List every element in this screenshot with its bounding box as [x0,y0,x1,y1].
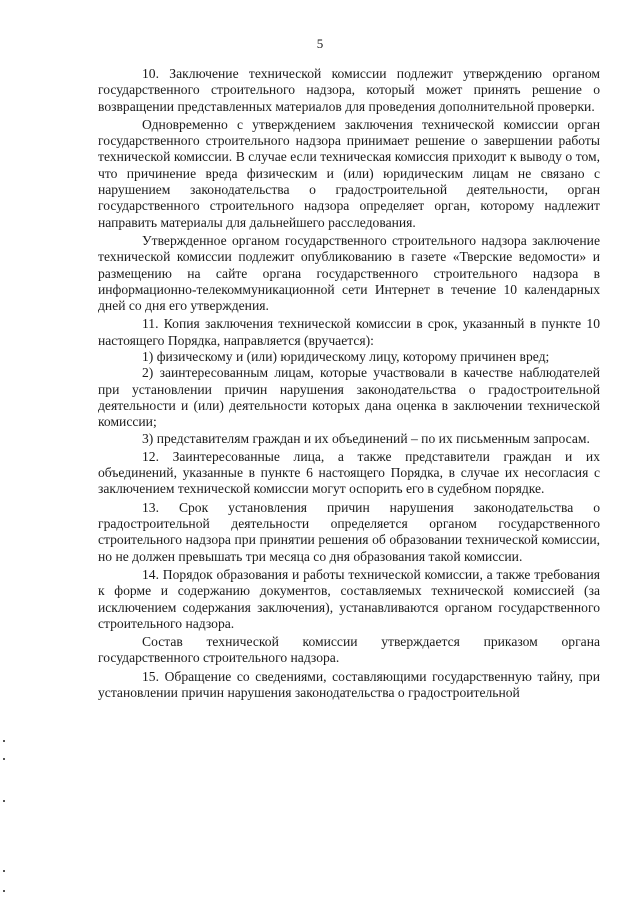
paragraph-15: 15. Обращение со сведениями, составляющими государственную тайну, при установлении причин нарушения законодательства о градостроительной [98,668,600,700]
paragraph-13: 13. Срок установления причин нарушения законодательства о градостроительной деятельности определяется органом государственного строительного надзора при принятии решения об образовании технической комиссии, но не должен превышать три месяца со дня образования такой комиссии. [98,499,600,564]
paragraph-publication: Утвержденное органом государственного строительного надзора заключение технической комиссии подлежит опубликованию в газете «Тверские ведомости» и размещению на сайте органа государственного строительного надзора в информационно-телекоммуникационной сети Интернет в течение 10 календарных дней со дня его утверждения. [98,232,600,314]
list-item-2: 2) заинтересованным лицам, которые участвовали в качестве наблюдателей при установлении причин нарушения законодательства о градостроительной деятельности и (или) деятельности которых дана оценка в заключении технической комиссии; [98,365,600,430]
list-item-3: 3) представителям граждан и их объединений – по их письменным запросам. [142,430,590,446]
page-number: 5 [316,36,324,51]
paragraph-completion-decision: Одновременно с утверждением заключения технической комиссии орган государственного строительного надзора принимает решение о завершении работы технической комиссии. В случае если техническая комиссия приходит к выводу о том, что причинение вреда физическим и (или) юридическим лицам не связано с нарушением законодательства о градостроительной деятельности, орган государственного строительного надзора определяет орган, которому надлежит направить материалы для дальнейшего расследования. [98,116,600,230]
paragraph-12: 12. Заинтересованные лица, а также представители граждан и их объединений, указанные в пункте 6 настоящего Порядка, в случае их несогласия с заключением технической комиссии могут оспорить его в судебном порядке. [98,448,600,497]
paragraph-11: 11. Копия заключения технической комиссии в срок, указанный в пункте 10 настоящего Порядка, направляется (вручается): [98,316,600,348]
scan-margin-marks [3,740,7,900]
document-body [98,66,600,703]
paragraph-commission-composition: Состав технической комиссии утверждается приказом органа государственного строительного надзора. [98,634,600,666]
paragraph-14: 14. Порядок образования и работы технической комиссии, а также требования к форме и содержанию документов, составляемых технической комиссией (за исключением содержания заключения), устанавливаются органом государственного строительного надзора. [98,566,600,631]
paragraph-10: 10. Заключение технической комиссии подлежит утверждению органом государственного строительного надзора, который может принять решение о возвращении представленных материалов для проведения дополнительной проверки. [98,66,600,114]
list-item-1: 1) физическому и (или) юридическому лицу, которому причинен вред; [142,349,550,365]
